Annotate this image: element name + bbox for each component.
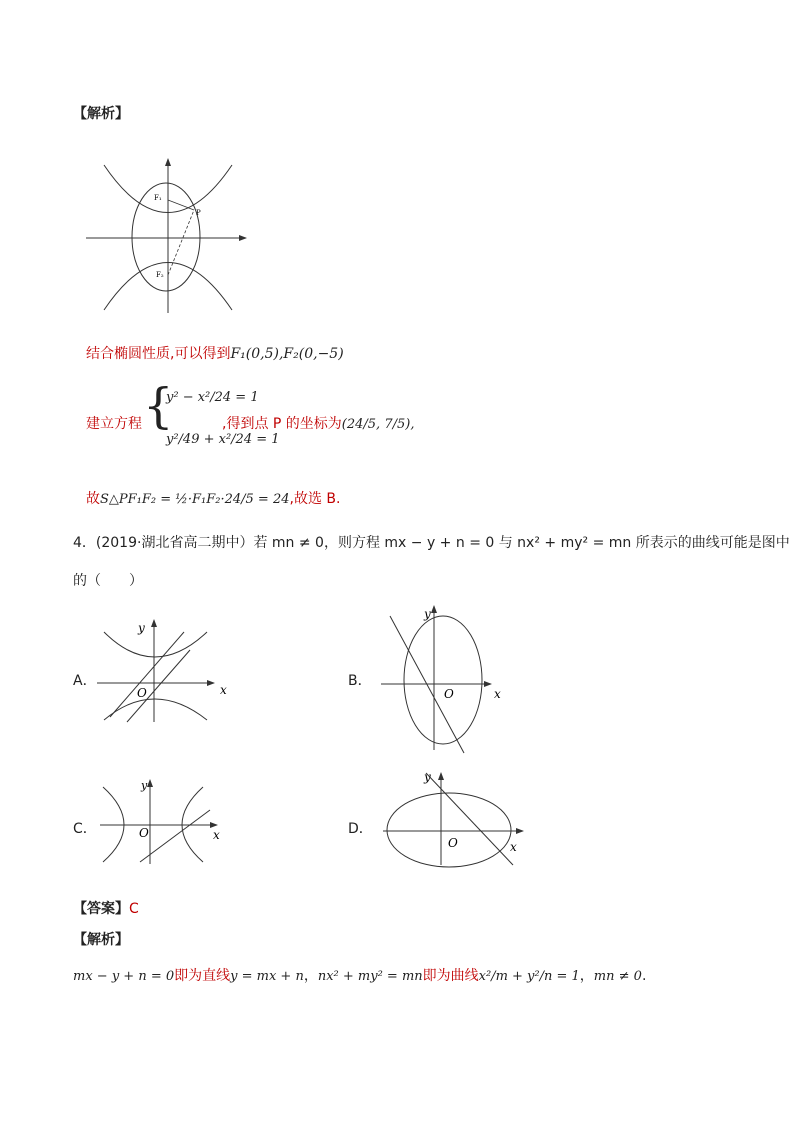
- analysis-line: [73, 965, 646, 985]
- option-c-label: C．: [73, 821, 97, 837]
- option-b-graph: [376, 598, 516, 758]
- question-4-stem-line2: 的（ ）: [73, 573, 143, 589]
- brace: {: [143, 378, 174, 434]
- point-coord: (24/5, 7/5),: [341, 417, 415, 432]
- eq-line: mx − y + n = 0: [73, 969, 175, 984]
- option-b-label: B．: [348, 673, 372, 689]
- analysis-heading-2: 【解析】: [73, 932, 129, 948]
- option-d-label: D．: [348, 821, 373, 837]
- line2-prefix: 建立方程: [86, 416, 142, 432]
- axis-y-a: y: [138, 621, 145, 635]
- option-a-graph: [92, 612, 242, 727]
- eq-curve-form: x²/m + y²/n = 1: [478, 969, 580, 984]
- line3-math: S△PF₁F₂ = ½·F₁F₂·24/5 = 24: [100, 492, 290, 507]
- sep-1: ，: [303, 968, 318, 984]
- figure-hyperbola-ellipse: [82, 155, 252, 315]
- axis-o-c: O: [139, 826, 149, 840]
- sep-2: ，: [579, 968, 594, 984]
- line1-text: 结合椭圆性质,可以得到: [86, 346, 231, 362]
- eq-line-form: y = mx + n: [230, 969, 304, 984]
- option-a-label: A．: [73, 673, 97, 689]
- text-is-line: 即为直线: [174, 968, 231, 984]
- text-is-curve: 即为曲线: [422, 968, 479, 984]
- analysis-heading-1: 【解析】: [73, 106, 129, 122]
- line2-suffix: ,得到点 P 的坐标为: [222, 416, 342, 432]
- axis-y-d: y: [424, 770, 431, 784]
- equation-2: y²/49 + x²/24 = 1: [166, 432, 280, 447]
- answer-line: [73, 898, 139, 918]
- axis-x-d: x: [510, 840, 517, 854]
- line2-suffix-wrap: [222, 413, 414, 433]
- axis-y-b: y: [424, 607, 431, 621]
- axis-y-c: y: [141, 779, 148, 792]
- eq-condition: mn ≠ 0: [593, 969, 642, 984]
- axis-o-d: O: [448, 836, 458, 850]
- question-4-stem-line1: 4．(2019·湖北省高二期中）若 mn ≠ 0，则方程 mx − y + n = 0 与 nx² + my² = mn 所表示的曲线可能是图中: [73, 535, 790, 551]
- option-c-graph: [95, 772, 235, 867]
- axis-o-a: O: [137, 686, 147, 700]
- eq-curve: nx² + my² = mn: [317, 969, 423, 984]
- line3-prefix: 故: [86, 491, 100, 507]
- equation-1: y² − x²/24 = 1: [166, 390, 259, 405]
- answer-label: 【答案】: [73, 901, 129, 917]
- axis-x-a: x: [220, 683, 227, 697]
- axis-x-b: x: [494, 687, 501, 701]
- option-d-graph: [378, 765, 528, 870]
- line3-suffix: ,故选 B.: [289, 491, 341, 507]
- axis-x-c: x: [213, 828, 220, 842]
- line-ellipse-property: [86, 343, 344, 363]
- line-area: [86, 488, 340, 508]
- label-p: P: [196, 209, 201, 217]
- label-f1: F₁: [154, 194, 162, 202]
- axis-o-b: O: [444, 687, 454, 701]
- line1-math: F₁(0,5),F₂(0,−5): [230, 346, 344, 362]
- label-f2: F₂: [156, 271, 164, 279]
- end-period: .: [641, 968, 647, 984]
- answer-value: C: [129, 901, 139, 917]
